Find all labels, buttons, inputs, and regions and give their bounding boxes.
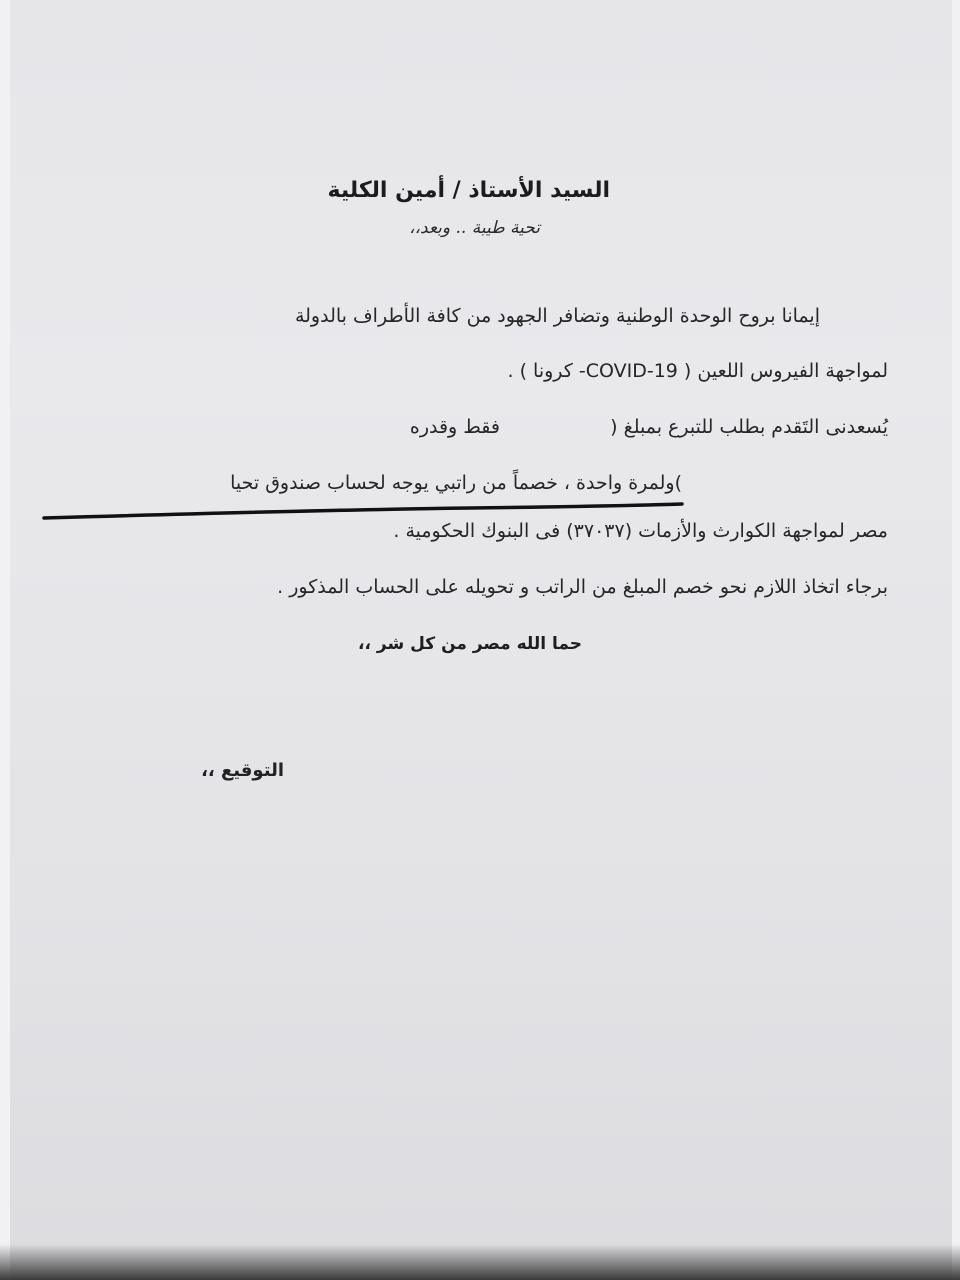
greeting-handwritten: تحية طيبة .. وبعد،،	[409, 218, 540, 238]
amount-in-words-label: فقط وقدره	[409, 416, 500, 438]
paragraph-line-5: مصر لمواجهة الكوارث والأزمات (٣٧٠٣٧) فى البنوك الحكومية .	[393, 520, 888, 542]
closing-line: حما الله مصر من كل شر ،،	[358, 634, 582, 654]
paragraph-line-4: )ولمرة واحدة ، خصماً من راتبي يوجه لحساب صندوق تحيا	[230, 472, 682, 494]
page-edge-right	[952, 0, 960, 1280]
paragraph-line-3: يُسعدنى التَقدم بطلب للتبرع بمبلغ (	[610, 416, 888, 438]
letter-heading: السيد الأستاذ / أمين الكلية	[327, 178, 610, 203]
underline-stroke	[44, 504, 682, 518]
paragraph-line-1: إيمانا بروح الوحدة الوطنية وتضافر الجهود من كافة الأطراف بالدولة	[294, 305, 820, 327]
signature-label: التوقيع ،،	[201, 760, 284, 781]
photo-bottom-shadow	[0, 1244, 960, 1280]
page-edge-left	[0, 0, 10, 1280]
paragraph-line-6: برجاء اتخاذ اللازم نحو خصم المبلغ من الراتب و تحويله على الحساب المذكور .	[277, 576, 888, 598]
paragraph-line-2: لمواجهة الفيروس اللعين ( COVID-19- كرونا ) .	[507, 360, 888, 382]
